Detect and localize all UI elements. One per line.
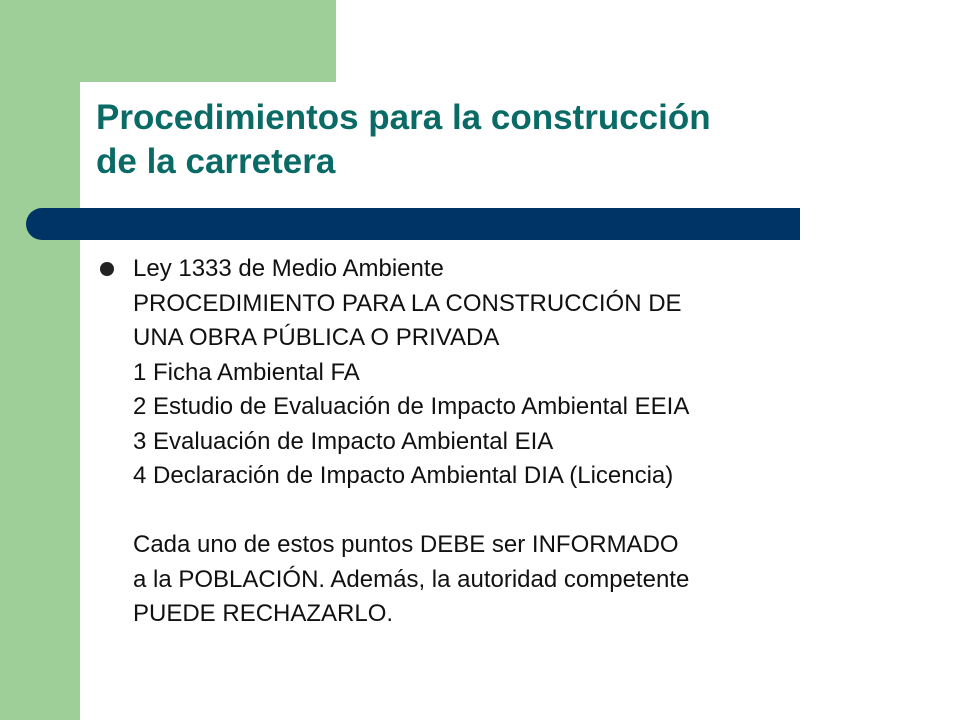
blank-line (133, 494, 913, 529)
left-decorative-band (0, 0, 80, 720)
bullet-line: PUEDE RECHAZARLO. (133, 600, 394, 627)
top-decorative-band (0, 0, 336, 82)
slide-title-line-1: Procedimientos para la construcción (96, 98, 711, 137)
bullet-line: UNA OBRA PÚBLICA O PRIVADA (133, 324, 500, 351)
bullet-line: 4 Declaración de Impacto Ambiental DIA (Licencia) (133, 462, 674, 489)
slide-title (96, 96, 916, 184)
bullet-line: 3 Evaluación de Impacto Ambiental EIA (133, 427, 554, 455)
bullet-line: Cada uno de estos puntos DEBE ser INFORMADO (133, 531, 679, 558)
bullet-line: 2 Estudio de Evaluación de Impacto Ambiental EEIA (133, 393, 690, 420)
bullet-text (133, 252, 913, 632)
slide-title-line-2: de la carretera (96, 142, 336, 181)
title-divider-bar (26, 208, 800, 240)
bullet-line: a la POBLACIÓN. Además, la autoridad competente (133, 565, 690, 593)
bullet-icon (100, 262, 114, 276)
bullet-line: Ley 1333 de Medio Ambiente (133, 255, 444, 282)
bullet-line: 1 Ficha Ambiental FA (133, 358, 360, 386)
bullet-line: PROCEDIMIENTO PARA LA CONSTRUCCIÓN DE (133, 289, 682, 317)
